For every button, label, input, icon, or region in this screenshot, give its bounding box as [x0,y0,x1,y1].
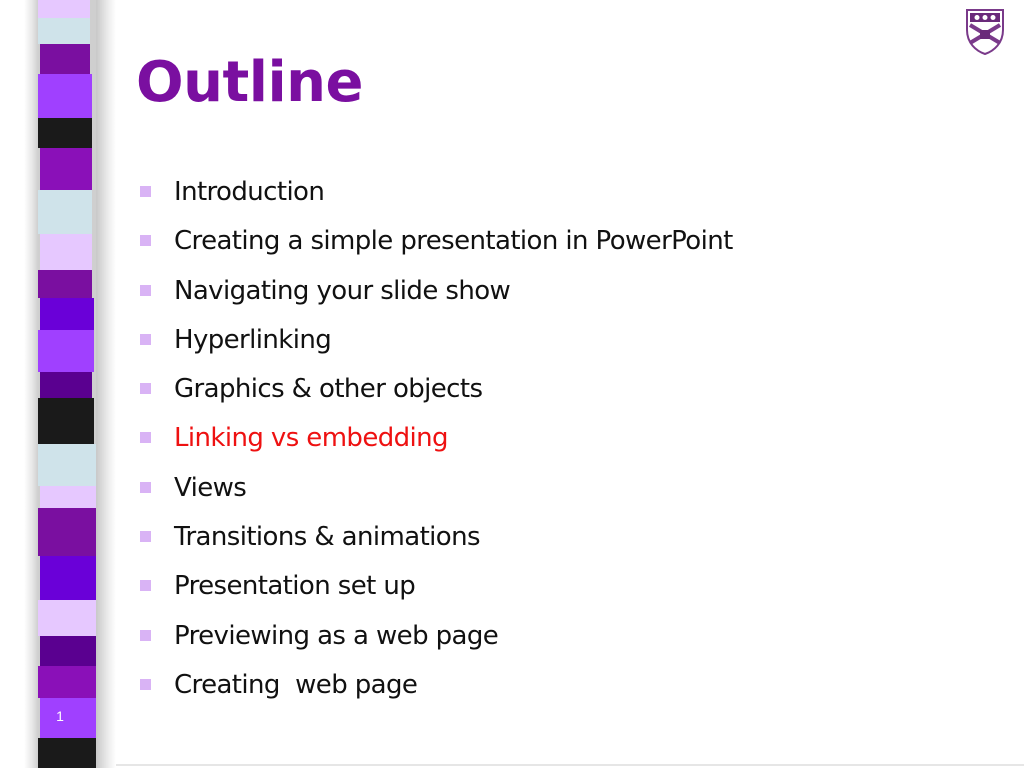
stripe-segment [40,148,92,190]
bullet-text: Introduction [174,177,325,207]
slide-number: 1 [56,708,64,724]
bullet-text: Linking vs embedding [174,423,448,454]
square-bullet-icon [140,432,151,443]
stripe-segment [40,298,94,330]
stripe-segment [38,0,90,18]
crest-shield-icon [964,6,1006,56]
square-bullet-icon [140,679,151,690]
bullet-text: Navigating your slide show [174,275,511,306]
bottom-divider [116,764,1024,766]
square-bullet-icon [140,630,151,641]
square-bullet-icon [140,482,151,493]
bullet-text: Views [174,472,247,503]
stripe-segment [40,234,92,270]
stripe-segment [40,556,96,600]
stripe-segment [38,600,96,636]
stripe-segment [38,444,96,486]
decorative-stripe-column [0,0,116,768]
bullet-text: Presentation set up [174,571,416,602]
slide-title: Outline [136,50,363,115]
bullet-text: Creating web page [174,669,418,700]
stripe-segment [38,508,96,556]
stripe-segment [38,190,92,234]
stripe-segment [38,18,90,44]
bullet-text: Previewing as a web page [174,620,499,651]
stripe-segment [40,486,96,508]
square-bullet-icon [140,186,151,197]
stripe-segment [40,636,96,666]
stripe-column-shadow [96,0,116,768]
square-bullet-icon [140,334,151,345]
stripe-segment [40,44,90,74]
stripe-segment [38,118,92,148]
stripe-segment [38,330,94,372]
square-bullet-icon [140,580,151,591]
square-bullet-icon [140,285,151,296]
bullet-text: Creating a simple presentation in PowerPoint [174,226,733,257]
square-bullet-icon [140,383,151,394]
stripe-segment [38,738,96,768]
square-bullet-icon [140,235,151,246]
bullet-text: Hyperlinking [174,324,332,355]
stripe-segment [38,398,94,444]
stripe-segment [38,666,96,698]
stripe-segment [40,372,92,398]
bullet-text: Transitions & animations [174,522,480,553]
square-bullet-icon [140,531,151,542]
stripe-segment [38,74,92,118]
stripe-segment [38,270,92,298]
bullet-text: Graphics & other objects [174,374,483,405]
